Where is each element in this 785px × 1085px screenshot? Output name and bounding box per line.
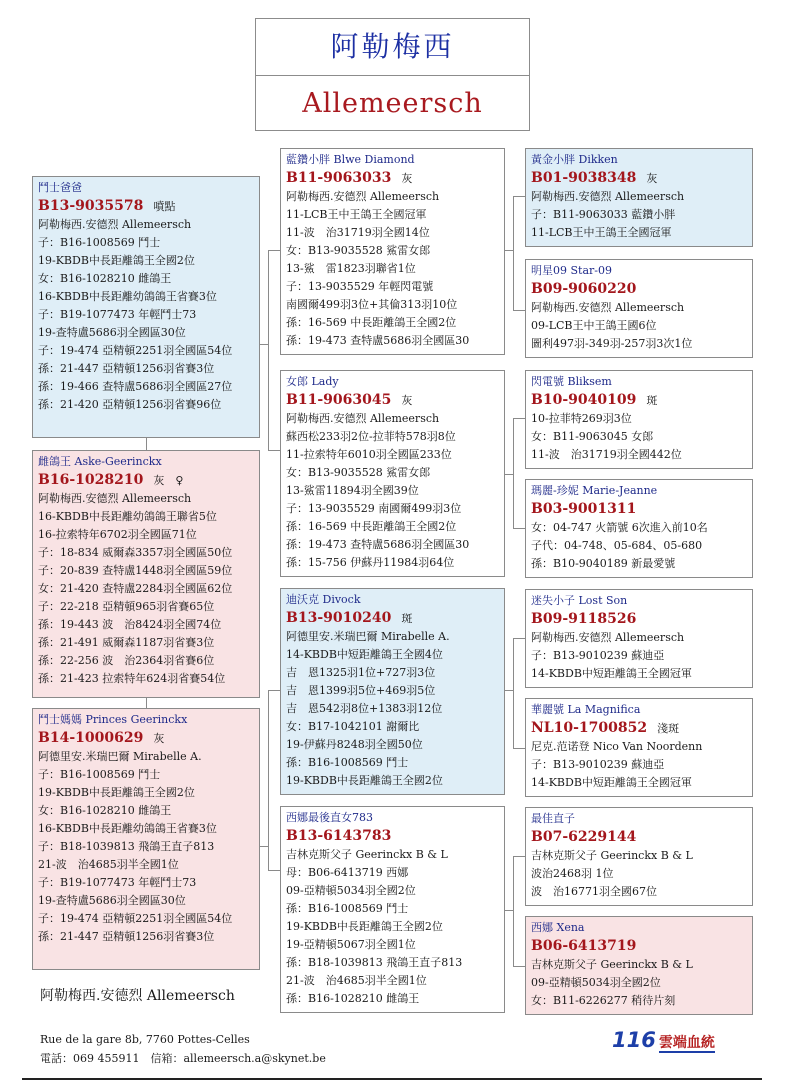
- record-line: 孫：22-256 波 治2364羽省賽6位: [38, 654, 215, 667]
- bird-name: 藍鑽小胖 Blwe Diamond: [286, 153, 415, 166]
- ring-number-text: B11-9063045: [286, 392, 392, 408]
- record-line: 圖利497羽-349羽-257羽3次1位: [531, 337, 693, 350]
- bird-name: 雌鴿王 Aske-Geerinckx: [38, 455, 162, 468]
- record-line: 11-波 治31719羽全國14位: [286, 226, 430, 239]
- record-line: 孫：21-491 威爾森1187羽省賽3位: [38, 636, 215, 649]
- record-line: 子：13-9035529 南國爾499羽3位: [286, 502, 462, 515]
- connector-line: [513, 748, 525, 749]
- record-line: 13-鯊 雷1823羽聯省1位: [286, 262, 416, 275]
- record-line: 蘇西松233羽2位-拉菲特578羽8位: [286, 430, 456, 443]
- pedigree-box-subject: [32, 450, 260, 698]
- record-line: 孫：B10-9040189 新最愛號: [531, 557, 676, 570]
- record-line: 21-波 治4685羽半全國1位: [286, 974, 427, 987]
- connector-line: [513, 856, 525, 857]
- breeder-line: 阿勒梅西.安德烈 Allemeersch: [531, 301, 685, 314]
- record-line: 21-波 治4685羽半全國1位: [38, 858, 179, 871]
- ring-number: [531, 610, 752, 629]
- ring-number: [531, 169, 752, 188]
- color-marking: 淺斑: [657, 722, 680, 735]
- bird-name: 迪沃克 Divock: [286, 593, 361, 606]
- record-line: 子：B19-1077473 年輕鬥士73: [38, 876, 197, 889]
- record-line: 19-KBDB中長距離鴿王全國2位: [286, 920, 443, 933]
- record-line: 子：B11-9063033 藍鑽小胖: [531, 208, 676, 221]
- record-line: 子：19-474 亞精頓2251羽全國區54位: [38, 912, 233, 925]
- pedigree-box-sire-dam: [280, 370, 505, 577]
- connector-line: [146, 438, 147, 450]
- ring-number-text: B11-9063033: [286, 170, 392, 186]
- connector-line: [513, 310, 525, 311]
- breeder-line: 阿勒梅西.安德烈 Allemeersch: [38, 492, 192, 505]
- connector-line: [513, 418, 525, 419]
- bird-name: 迷失小子 Lost Son: [531, 594, 628, 607]
- logo-number: 116: [612, 1028, 656, 1052]
- record-line: 14-KBDB中短距離鴿王全國4位: [286, 648, 443, 661]
- connector-line: [260, 344, 268, 345]
- record-line: 14-KBDB中短距離鴿王全國冠軍: [531, 776, 692, 789]
- record-line: 孫：21-447 亞精頓1256羽省賽3位: [38, 362, 215, 375]
- record-line: 吉 恩542羽8位+1383羽12位: [286, 702, 443, 715]
- connector-line: [505, 250, 513, 251]
- record-line: 波治2468羽 1位: [531, 867, 614, 880]
- ring-number-text: B06-6413719: [531, 938, 637, 954]
- record-line: 女：B11-6226277 稍待片刻: [531, 994, 676, 1007]
- record-line: 女：B17-1042101 謝爾比: [286, 720, 420, 733]
- record-line: 19-伊蘇丹8248羽全國50位: [286, 738, 423, 751]
- record-line: 子：22-218 亞精頓965羽省賽65位: [38, 600, 215, 613]
- record-line: 子：19-474 亞精頓2251羽全國區54位: [38, 344, 233, 357]
- connector-line: [505, 474, 513, 475]
- color-marking: 噴點: [153, 200, 176, 213]
- pedigree-box-dds: [525, 807, 753, 906]
- record-line: 19-查特盧5686羽全國區30位: [38, 894, 186, 907]
- breeder-line: 阿勒梅西.安德烈 Allemeersch: [531, 631, 685, 644]
- bird-name: 明星09 Star-09: [531, 264, 612, 277]
- pedigree-box-dsd: [525, 698, 753, 797]
- ring-number: [38, 197, 259, 216]
- pedigree-box-ddd: [525, 916, 753, 1015]
- record-line: 女：21-420 查特盧2284羽全國區62位: [38, 582, 233, 595]
- contact-line: 電話：069 455911 信箱：allemeersch.a@skynet.be: [40, 1052, 326, 1065]
- record-line: 子：B16-1008569 鬥士: [38, 236, 161, 249]
- ring-number: [531, 937, 752, 956]
- color-marking: 灰: [401, 172, 413, 185]
- bottom-divider: [22, 1078, 762, 1080]
- pedigree-box-dam-dam: [280, 806, 505, 1013]
- record-line: 女：04-747 火箭號 6次進入前10名: [531, 521, 708, 534]
- ring-number: [286, 827, 504, 846]
- ring-number-text: B13-9010240: [286, 610, 392, 626]
- connector-line: [268, 690, 269, 870]
- record-line: 孫：16-569 中長距離鴿王全國2位: [286, 520, 457, 533]
- record-line: 孫：16-569 中長距離鴿王全國2位: [286, 316, 457, 329]
- record-line: 女：B13-9035528 鯊雷女郎: [286, 466, 431, 479]
- connector-line: [268, 870, 280, 871]
- record-line: 子：B19-1077473 年輕鬥士73: [38, 308, 197, 321]
- ring-number-text: B09-9118526: [531, 611, 637, 627]
- record-line: 孫：B16-1028210 雌鴿王: [286, 992, 420, 1005]
- record-line: 孫：19-473 查特盧5686羽全國區30: [286, 538, 470, 551]
- record-line: 子：B16-1008569 鬥士: [38, 768, 161, 781]
- ring-number-text: NL10-1700852: [531, 720, 648, 736]
- color-marking: 灰: [646, 172, 658, 185]
- record-line: 孫：21-447 亞精頓1256羽省賽3位: [38, 930, 215, 943]
- bird-name: 華麗號 La Magnifica: [531, 703, 641, 716]
- record-line: 孫：B18-1039813 飛鴿王直子813: [286, 956, 463, 969]
- address-line: Rue de la gare 8b, 7760 Pottes-Celles: [40, 1033, 250, 1046]
- record-line: 子：B18-1039813 飛鴿王直子813: [38, 840, 215, 853]
- ring-number-text: B07-6229144: [531, 829, 637, 845]
- connector-line: [146, 698, 147, 708]
- record-line: 孫：19-473 查特盧5686羽全國區30: [286, 334, 470, 347]
- connector-line: [505, 690, 513, 691]
- record-line: 孫：B16-1008569 鬥士: [286, 902, 409, 915]
- bird-name: 鬥士媽媽 Princes Geerinckx: [38, 713, 188, 726]
- record-line: 孫：19-466 查特盧5686羽全國區27位: [38, 380, 233, 393]
- record-line: 子代：04-748、05-684、05-680: [531, 539, 703, 552]
- breeder-line: 阿德里安.米瑞巴爾 Mirabelle A.: [38, 750, 202, 763]
- ring-number: [531, 828, 752, 847]
- record-line: 女：B16-1028210 雌鴿王: [38, 272, 172, 285]
- record-line: 孫：15-756 伊蘇丹11984羽64位: [286, 556, 455, 569]
- connector-line: [268, 690, 280, 691]
- record-line: 孫：21-423 拉索特年624羽省賽54位: [38, 672, 226, 685]
- record-line: 11-拉索特年6010羽全國區233位: [286, 448, 452, 461]
- color-marking: 灰 ♀: [153, 474, 184, 487]
- bird-name: 西娜最後直女783: [286, 811, 373, 824]
- color-marking: 斑: [646, 394, 658, 407]
- ring-number-text: B16-1028210: [38, 472, 144, 488]
- breeder-line: 尼克.范诺登 Nico Van Noordenn: [531, 740, 703, 753]
- color-marking: 斑: [401, 612, 413, 625]
- record-line: 女：B16-1028210 雌鴿王: [38, 804, 172, 817]
- record-line: 09-亞精頓5034羽全國2位: [286, 884, 416, 897]
- title-box: [255, 18, 530, 131]
- color-marking: 灰: [153, 732, 165, 745]
- bird-name: 鬥士爸爸: [38, 181, 82, 194]
- bird-name: 瑪麗-珍妮 Marie-Jeanne: [531, 484, 658, 497]
- record-line: 子：20-839 查特盧1448羽全國區59位: [38, 564, 233, 577]
- ring-number: [531, 719, 752, 738]
- bird-name: 黃金小胖 Dikken: [531, 153, 618, 166]
- pedigree-box-ssd: [525, 259, 753, 358]
- ring-number-text: B13-6143783: [286, 828, 392, 844]
- record-line: 子：18-834 威爾森3357羽全國區50位: [38, 546, 233, 559]
- ring-number-text: B13-9035578: [38, 198, 144, 214]
- record-line: 19-KBDB中長距離鴿王全國2位: [38, 254, 195, 267]
- breeder-line: 吉林克斯父子 Geerinckx B & L: [286, 848, 448, 861]
- record-line: 19-KBDB中長距離鴿王全國2位: [38, 786, 195, 799]
- page-title-english: Allemeersch: [302, 88, 483, 119]
- record-line: 14-KBDB中短距離鴿王全國冠軍: [531, 667, 692, 680]
- pedigree-box-sire: [32, 176, 260, 438]
- record-line: 19-KBDB中長距離鴿王全國2位: [286, 774, 443, 787]
- record-line: 孫：21-420 亞精頓1256羽省賽96位: [38, 398, 222, 411]
- record-line: 女：B13-9035528 鯊雷女郎: [286, 244, 431, 257]
- record-line: 16-KBDB中長距離幼鴿鴿王省賽3位: [38, 822, 217, 835]
- ring-number-text: B09-9060220: [531, 281, 637, 297]
- connector-line: [513, 196, 525, 197]
- record-line: 孫：B16-1008569 鬥士: [286, 756, 409, 769]
- record-line: 13-鯊雷11894羽全國39位: [286, 484, 419, 497]
- color-marking: 灰: [401, 394, 413, 407]
- record-line: 09-亞精頓5034羽全國2位: [531, 976, 661, 989]
- pedigree-box-sss: [525, 148, 753, 247]
- record-line: 19-查特盧5686羽全國區30位: [38, 326, 186, 339]
- ring-number-text: B01-9038348: [531, 170, 637, 186]
- record-line: 16-拉索特年6702羽全國區71位: [38, 528, 197, 541]
- breeder-line: 吉林克斯父子 Geerinckx B & L: [531, 958, 693, 971]
- record-line: 11-LCB王中王鴿王全國冠軍: [286, 208, 427, 221]
- pedigree-box-sdd: [525, 479, 753, 578]
- pedigree-box-dam-sire: [280, 588, 505, 795]
- ring-number: [286, 169, 504, 188]
- breeder-line: 阿勒梅西.安德烈 Allemeersch: [38, 218, 192, 231]
- record-line: 19-亞精頓5067羽全國1位: [286, 938, 416, 951]
- record-line: 11-LCB王中王鴿王全國冠軍: [531, 226, 672, 239]
- record-line: 孫：19-443 波 治8424羽全國74位: [38, 618, 222, 631]
- connector-line: [505, 910, 513, 911]
- ring-number: [531, 500, 752, 519]
- breeder-line: 阿勒梅西.安德烈 Allemeersch: [286, 190, 440, 203]
- ring-number: [531, 280, 752, 299]
- ring-number-text: B03-9001311: [531, 501, 637, 517]
- page-title-chinese: 阿勒梅西: [256, 19, 529, 76]
- connector-line: [513, 966, 525, 967]
- connector-line: [513, 418, 514, 528]
- ring-number: [531, 391, 752, 410]
- record-line: 子：B13-9010239 蘇迪亞: [531, 649, 665, 662]
- ring-number: [38, 729, 259, 748]
- connector-line: [260, 846, 268, 847]
- record-line: 10-拉菲特269羽3位: [531, 412, 632, 425]
- bird-name: 女郎 Lady: [286, 375, 339, 388]
- connector-line: [268, 250, 280, 251]
- connector-line: [513, 196, 514, 310]
- owner-name: 阿勒梅西.安德烈 Allemeersch: [40, 988, 235, 1004]
- record-line: 子：B13-9010239 蘇迪亞: [531, 758, 665, 771]
- ring-number-text: B14-1000629: [38, 730, 144, 746]
- pedigree-box-sds: [525, 370, 753, 469]
- record-line: 16-KBDB中長距離幼鴿鴿王聯省5位: [38, 510, 217, 523]
- record-line: 吉 恩1325羽1位+727羽3位: [286, 666, 436, 679]
- connector-line: [513, 638, 514, 748]
- connector-line: [268, 250, 269, 451]
- ring-number: [38, 471, 259, 490]
- brand-logo: [612, 1028, 715, 1056]
- ring-number: [286, 391, 504, 410]
- ring-number: [286, 609, 504, 628]
- record-line: 吉 恩1399羽5位+469羽5位: [286, 684, 436, 697]
- pedigree-box-dam: [32, 708, 260, 970]
- contact-block: [40, 1030, 326, 1068]
- record-line: 女：B11-9063045 女郎: [531, 430, 654, 443]
- record-line: 波 治16771羽全國67位: [531, 885, 657, 898]
- bird-name: 閃電號 Bliksem: [531, 375, 612, 388]
- breeder-line: 阿勒梅西.安德烈 Allemeersch: [286, 412, 440, 425]
- breeder-line: 阿德里安.米瑞巴爾 Mirabelle A.: [286, 630, 450, 643]
- connector-line: [268, 450, 280, 451]
- record-line: 母：B06-6413719 西娜: [286, 866, 409, 879]
- breeder-line: 阿勒梅西.安德烈 Allemeersch: [531, 190, 685, 203]
- ring-number-text: B10-9040109: [531, 392, 637, 408]
- pedigree-box-dss: [525, 589, 753, 688]
- pedigree-box-sire-sire: [280, 148, 505, 355]
- record-line: 09-LCB王中王鴿王國6位: [531, 319, 657, 332]
- connector-line: [513, 856, 514, 966]
- connector-line: [513, 638, 525, 639]
- bird-name: 西娜 Xena: [531, 921, 585, 934]
- record-line: 南國爾499羽3位+其倫313羽10位: [286, 298, 458, 311]
- record-line: 11-波 治31719羽全國442位: [531, 448, 682, 461]
- breeder-line: 吉林克斯父子 Geerinckx B & L: [531, 849, 693, 862]
- logo-text: 雲端血統: [658, 1035, 715, 1051]
- connector-line: [513, 528, 525, 529]
- record-line: 子：13-9035529 年輕閃電號: [286, 280, 434, 293]
- bird-name: 最佳直子: [531, 812, 575, 825]
- record-line: 16-KBDB中長距離幼鴿鴿王省賽3位: [38, 290, 217, 303]
